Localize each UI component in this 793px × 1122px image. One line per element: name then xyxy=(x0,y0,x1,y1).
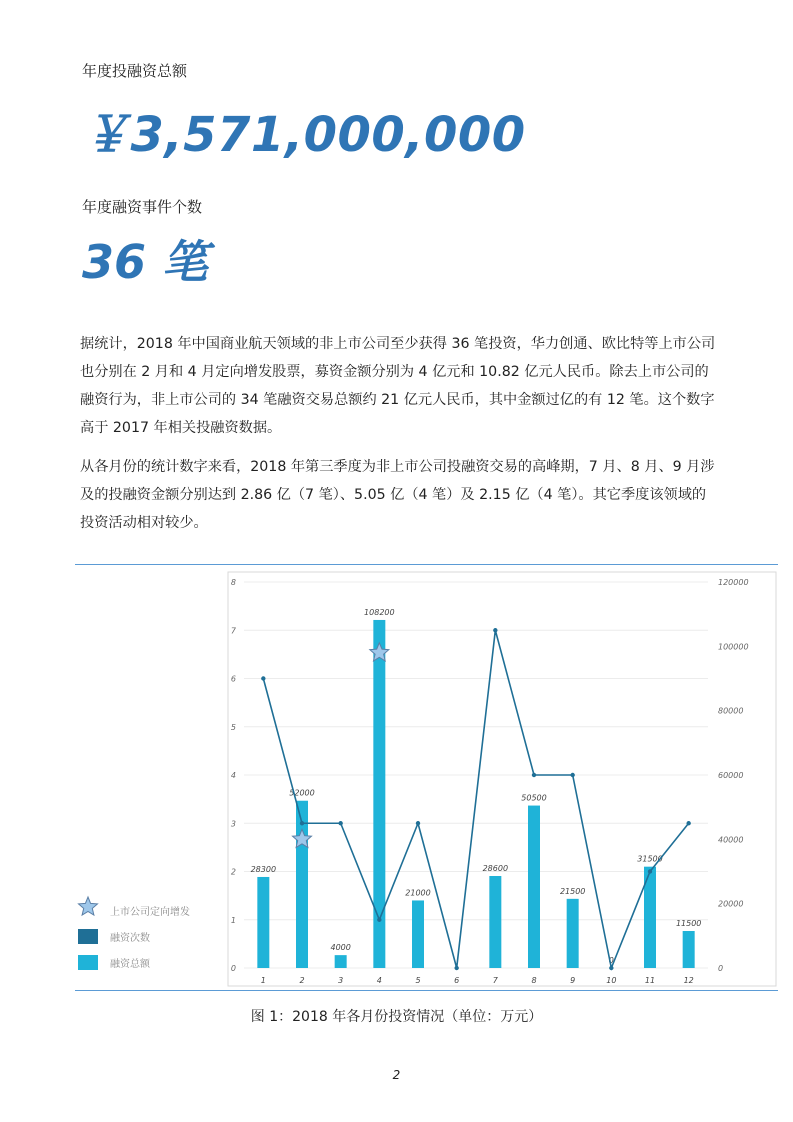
right-tick-label: 80000 xyxy=(718,706,744,716)
right-tick-label: 60000 xyxy=(718,771,744,780)
legend-label-amount: 融资总额 xyxy=(110,959,150,970)
left-tick-label: 1 xyxy=(230,915,236,925)
line-point-month-2 xyxy=(300,821,304,825)
bar-data-label: 50500 xyxy=(521,793,547,803)
bar-data-label: 28300 xyxy=(250,864,277,874)
x-tick-label: 11 xyxy=(644,976,656,985)
x-tick-label: 6 xyxy=(454,976,460,985)
bar-month-9 xyxy=(567,899,579,968)
line-point-month-1 xyxy=(261,676,265,680)
x-tick-label: 10 xyxy=(606,976,617,985)
line-point-month-8 xyxy=(532,773,536,777)
left-tick-label: 7 xyxy=(230,626,236,636)
bar-month-1 xyxy=(257,877,269,968)
bar-data-label: 11500 xyxy=(675,919,702,929)
line-point-month-4 xyxy=(377,918,381,922)
left-tick-label: 4 xyxy=(230,771,236,780)
x-tick-label: 12 xyxy=(683,976,694,985)
bar-data-label: 28600 xyxy=(482,864,509,874)
x-tick-label: 3 xyxy=(338,976,344,985)
figure-caption: 图 1：2018 年各月份投资情况（单位：万元） xyxy=(250,1009,543,1025)
x-tick-label: 1 xyxy=(260,976,266,985)
legend-star-icon xyxy=(79,897,98,915)
line-point-month-12 xyxy=(686,821,690,825)
chart-bottom-rule xyxy=(75,990,778,991)
bar-month-7 xyxy=(489,876,501,968)
x-tick-label: 7 xyxy=(492,976,498,985)
left-tick-label: 5 xyxy=(230,722,236,732)
legend-amount-swatch xyxy=(78,955,98,970)
bar-data-label: 21000 xyxy=(405,888,431,898)
line-point-month-6 xyxy=(454,966,458,970)
left-tick-label: 2 xyxy=(230,867,236,877)
bar-month-3 xyxy=(335,955,347,968)
right-tick-label: 0 xyxy=(718,964,724,973)
left-tick-label: 3 xyxy=(230,819,236,829)
x-tick-label: 5 xyxy=(415,976,421,985)
right-tick-label: 120000 xyxy=(718,578,749,587)
right-tick-label: 100000 xyxy=(718,642,749,652)
right-tick-label: 20000 xyxy=(718,899,744,909)
legend-label-count: 融资次数 xyxy=(110,933,150,944)
right-tick-label: 40000 xyxy=(718,835,744,845)
bar-month-8 xyxy=(528,806,540,968)
bar-data-label: 31500 xyxy=(637,854,663,864)
count-value: 36 笔 xyxy=(82,235,209,289)
line-point-month-7 xyxy=(493,628,497,632)
count-label: 年度融资事件个数 xyxy=(82,198,203,216)
x-tick-label: 4 xyxy=(376,976,382,985)
bar-data-label: 0 xyxy=(608,956,614,965)
legend-count-swatch xyxy=(78,929,98,944)
line-point-month-9 xyxy=(570,773,574,777)
bar-month-4 xyxy=(373,620,385,968)
bar-month-2 xyxy=(296,801,308,968)
bar-data-label: 108200 xyxy=(364,607,395,617)
left-tick-label: 8 xyxy=(230,578,236,587)
paragraph-1: 据统计，2018 年中国商业航天领域的非上市公司至少获得 36 笔投资，华力创通、欧比特等上市公司也分别在 2 月和 4 月定向增发股票，募资金额分别为 4 亿元和 10.82 亿元人民币。除去上市公司的融资行为，非上市公司的 34 笔融资交易总额约 21 亿元人民币，其中金额过亿的有 12 笔。这个数字高于 2017 年相关投融资数据。 xyxy=(80,336,716,436)
bar-month-5 xyxy=(412,900,424,968)
amount-label: 年度投融资总额 xyxy=(82,62,188,80)
x-tick-label: 9 xyxy=(570,976,576,985)
page-number: 2 xyxy=(392,1068,401,1082)
line-point-month-5 xyxy=(416,821,420,825)
legend-label-placement: 上市公司定向增发 xyxy=(110,907,190,918)
amount-value: ￥3,571,000,000 xyxy=(82,107,526,163)
bar-month-12 xyxy=(683,931,695,968)
line-point-month-3 xyxy=(338,821,342,825)
x-tick-label: 8 xyxy=(531,976,537,985)
left-tick-label: 0 xyxy=(230,964,236,973)
line-point-month-10 xyxy=(609,966,613,970)
bar-data-label: 21500 xyxy=(559,886,586,896)
x-tick-label: 2 xyxy=(299,976,305,985)
line-point-month-11 xyxy=(648,869,652,873)
line-financing-count xyxy=(263,630,688,968)
left-tick-label: 6 xyxy=(230,674,236,684)
bar-data-label: 4000 xyxy=(330,943,351,953)
bar-data-label: 52000 xyxy=(289,788,315,798)
paragraph-2: 从各月份的统计数字来看，2018 年第三季度为非上市公司投融资交易的高峰期，7 月、8 月、9 月涉及的投融资金额分别达到 2.86 亿（7 笔）、5.05 亿（4 笔）及 2.15 亿（4 笔）。其它季度该领域的投资活动相对较少。 xyxy=(80,459,715,531)
